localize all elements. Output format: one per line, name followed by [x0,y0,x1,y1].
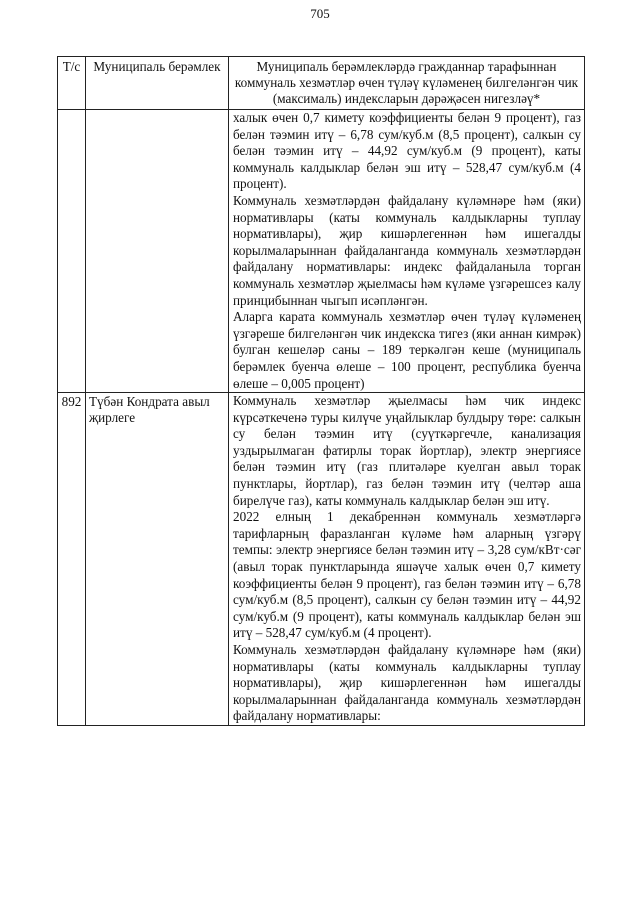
page-number: 705 [310,6,330,21]
tariff-index-table [57,56,585,726]
header-municipality: Муниципаль берәмлек [86,57,229,110]
table-row [58,110,585,393]
paragraph: Коммуналь хезмәтләр җыелмасы һәм чик индекс күрсәткеченә туры килүче уңайлыклар булдыру төре: салкын су белән тәэмин итү (суүткәргечле, канализация уздырылмаган фатирлы торак йортлар), электр энергиясе белән тәэмин итү (газ плитәләре куелган авыл торак пунктлары, йортлар), газ белән тәэмин итү (челтәр аша бирелүче газ), каты коммуналь калдыклар белән эш итү. [233,393,581,508]
row-municipality: Түбән Кондрата авыл җирлеге [86,393,229,726]
table-row [58,393,585,726]
paragraph: Коммуналь хезмәтләрдән файдалану күләмнәре һәм (яки) нормативлары (каты коммуналь калдыкларны туплау нормативлары), җир кишәрлегеннән һәм ишегалды корылмаларыннан файдаланганда коммуналь хезмәтләрдән файдалану нормативлары: индекс файдаланыла торган коммуналь хезмәтләр җыелмасы һәм күләме үзгәрешсез калу принцибыннан чыгып исәпләнгән. [233,192,581,308]
paragraph: 2022 елның 1 декабреннән коммуналь хезмәтләргә тарифларның фаразланган күләме һәм аларның үзгәрү темпы: электр энергиясе белән тәэмин итү – 3,28 сум/кВт·сәг (авыл торак пунктларында яшәүче халык өчен 0,7 кимету коэффициенты белән 9 процент), газ белән тәэмин итү – 6,78 сум/куб.м (8,5 процент), салкын су белән тәэмин итү – 44,92 сум/куб.м (9 процент), каты коммуналь калдыклар белән эш итү – 528,47 сум/куб.м (4 процент). [233,509,581,641]
paragraph: Коммуналь хезмәтләрдән файдалану күләмнәре һәм (яки) нормативлары (каты коммуналь калдыкларны туплау нормативлары), җир кишәрлегеннән һәм ишегалды корылмаларыннан файдаланганда коммуналь хезмәтләрдән файдалану нормативлары: [233,642,581,724]
row-number [58,110,86,393]
row-number: 892 [58,393,86,726]
row-basis-text [229,393,585,726]
header-basis: Муниципаль берәмлекләрдә гражданнар тарафыннан коммуналь хезмәтләр өчен түләү күләменең билгеләнгән чик (максималь) индексларын дәрәҗәсен нигезләү* [229,57,585,110]
row-municipality [86,110,229,393]
row-basis-text [229,110,585,393]
header-num: Т/с [58,57,86,110]
table-header-row [58,57,585,110]
paragraph: халык өчен 0,7 кимету коэффициенты белән 9 процент), газ белән тәэмин итү – 6,78 сум/куб.м (8,5 процент), салкын су белән тәэмин итү – 44,92 сум/куб.м (9 процент), каты коммуналь калдыклар белән эш итү – 528,47 сум/куб.м (4 процент). [233,110,581,192]
paragraph: Аларга карата коммуналь хезмәтләр өчен түләү күләменең үзгәреше билгеләнгән чик индекска тигез (яки аннан кимрәк) булган кешеләр саны – 189 теркәлгән кеше (муниципаль берәмлек буенча өлеше – 100 процент, республика буенча өлеше – 0,005 процент) [233,309,581,391]
